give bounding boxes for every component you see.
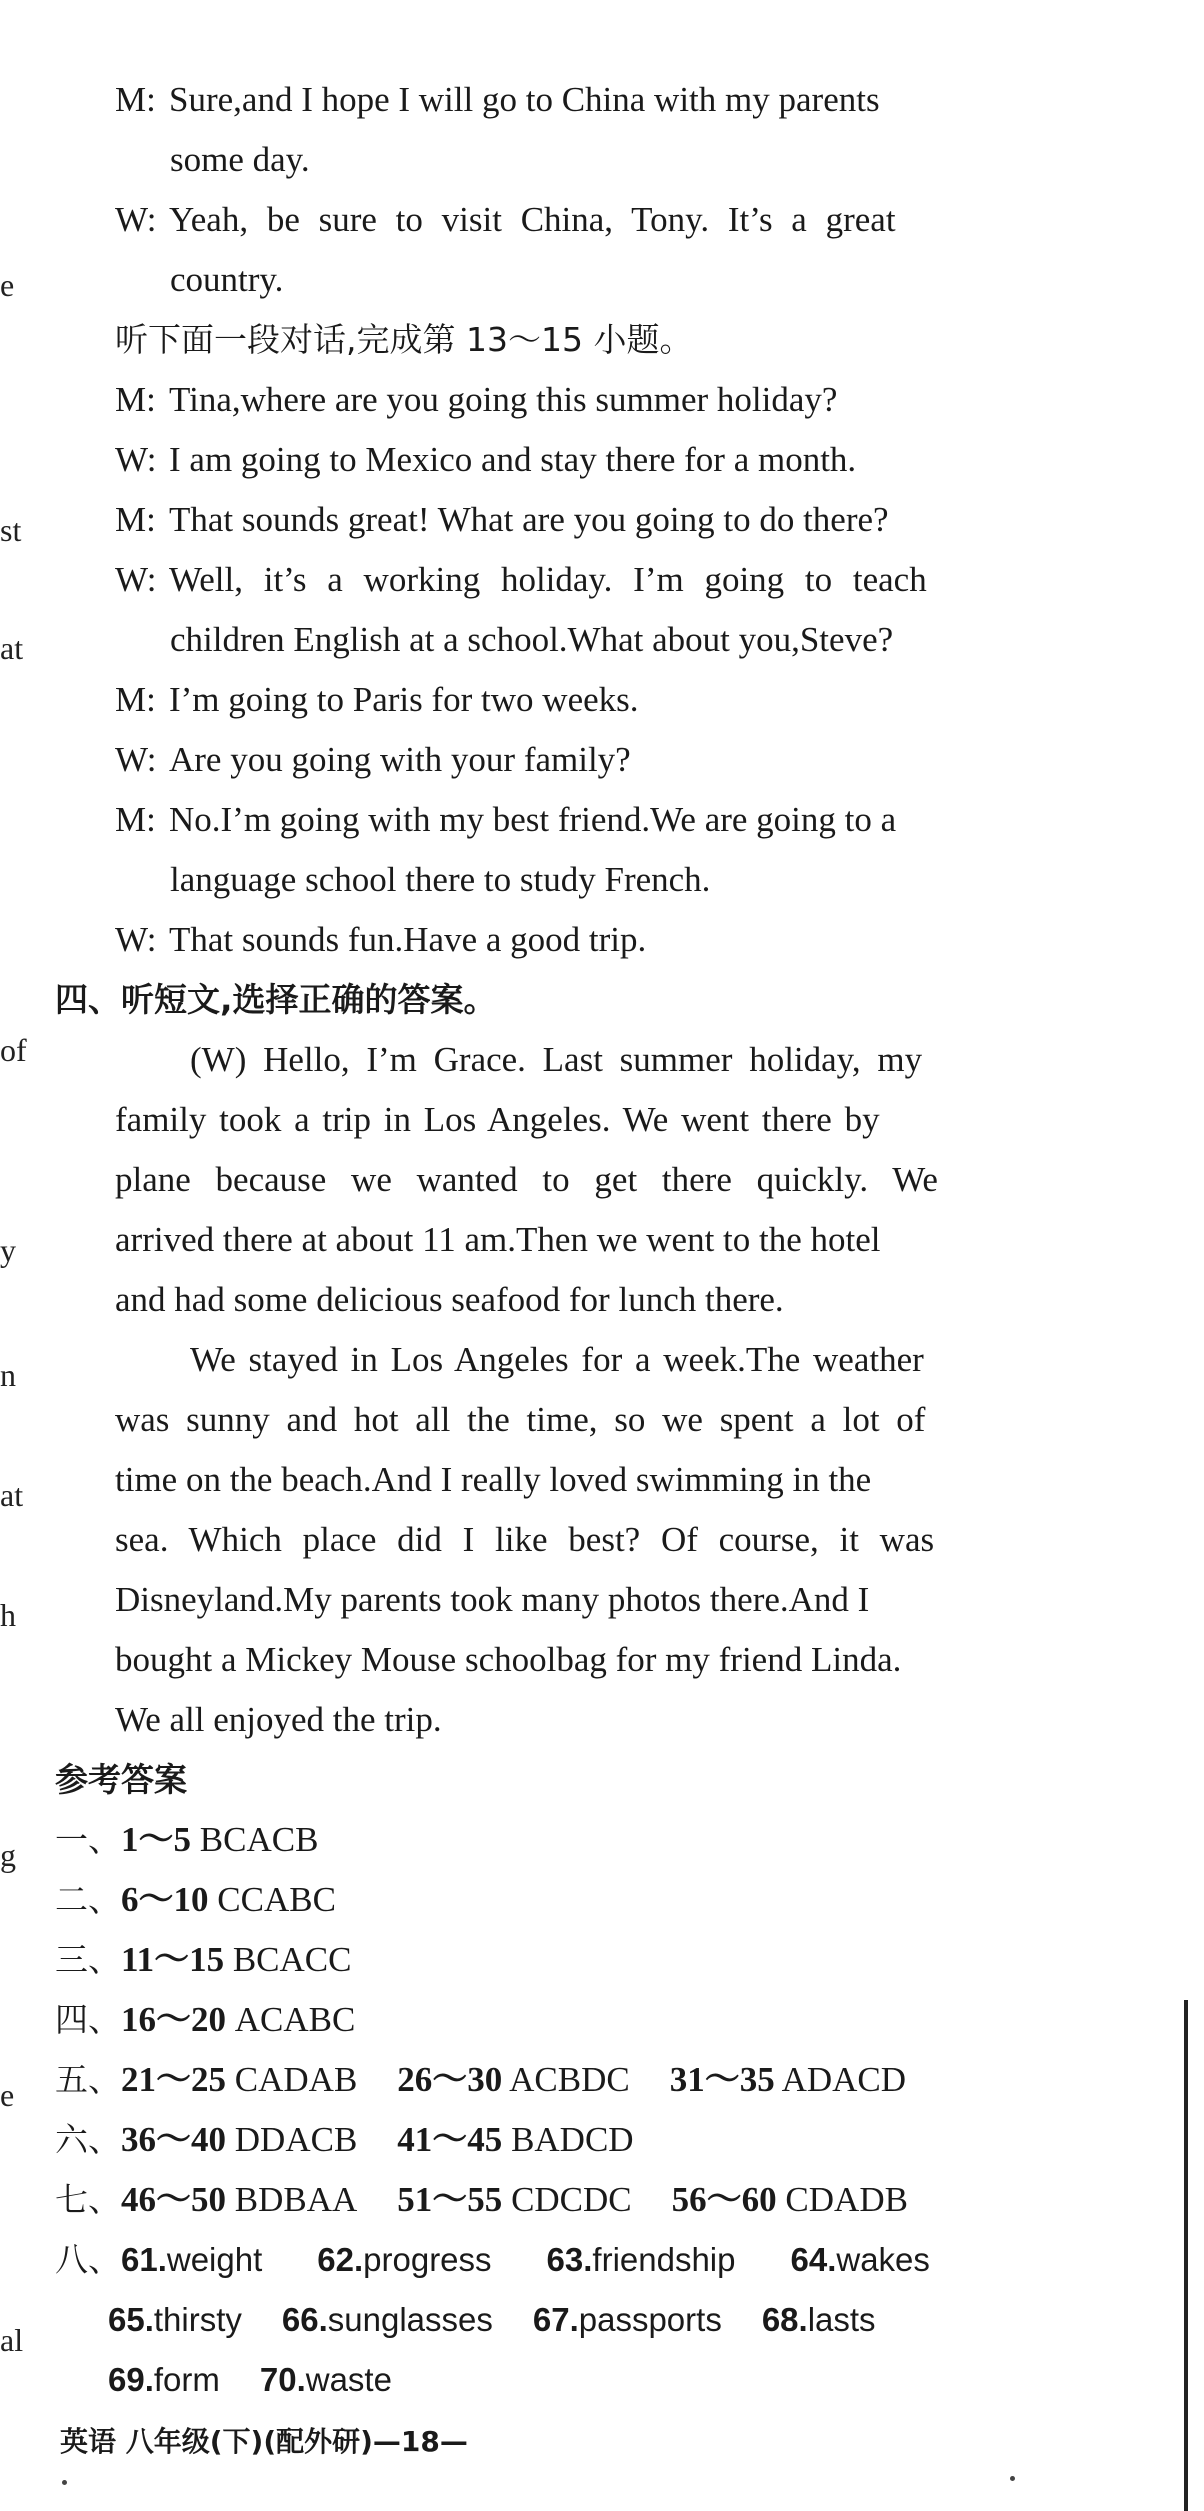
answer-prefix: 四、 bbox=[55, 2000, 121, 2039]
edge-fragment: st bbox=[0, 512, 22, 548]
answer-prefix: 六、 bbox=[55, 2120, 121, 2159]
speck bbox=[62, 2480, 67, 2485]
answer-letters: CCABC bbox=[217, 1880, 336, 1919]
dialogue-line bbox=[115, 680, 639, 720]
answer-row bbox=[55, 1880, 336, 1920]
dialogue-text: No.I’m going with my best friend.We are going to a bbox=[169, 800, 897, 839]
answer-letters: ADACD bbox=[781, 2060, 907, 2099]
page-footer: 英语 八年级(下)(配外研)—18— bbox=[60, 2425, 468, 2458]
dialogue-line bbox=[170, 140, 310, 180]
edge-fragment: al bbox=[0, 2322, 24, 2358]
answer-range: 41～45 bbox=[397, 2120, 503, 2159]
answer-prefix: 一、 bbox=[55, 1820, 121, 1859]
item-word: wakes bbox=[836, 2241, 930, 2278]
answer-row bbox=[55, 2060, 906, 2100]
dialogue-line bbox=[115, 500, 889, 540]
item-number: 69. bbox=[108, 2361, 154, 2398]
answer-range: 1～5 bbox=[121, 1820, 192, 1859]
speaker-label: M: bbox=[115, 800, 156, 839]
dialogue-text: Are you going with your family? bbox=[169, 740, 631, 779]
passage-line: and had some delicious seafood for lunch there. bbox=[115, 1280, 784, 1319]
answer-range: 6～10 bbox=[121, 1880, 209, 1919]
dialogue-text: country. bbox=[170, 260, 284, 299]
edge-fragment: e bbox=[0, 267, 15, 303]
answer-row bbox=[108, 2360, 392, 2400]
dialogue-text: some day. bbox=[170, 140, 310, 179]
speck bbox=[1010, 2476, 1015, 2481]
answer-letters: BCACC bbox=[232, 1940, 352, 1979]
dialogue-line bbox=[115, 440, 856, 480]
speaker-label: W: bbox=[115, 740, 157, 779]
answer-prefix: 八、 bbox=[55, 2240, 121, 2279]
item-word: sunglasses bbox=[327, 2301, 493, 2338]
passage-line: was sunny and hot all the time, so we spent a lot of bbox=[115, 1400, 926, 1439]
passage-line: arrived there at about 11 am.Then we went to the hotel bbox=[115, 1220, 881, 1259]
item-number: 61. bbox=[121, 2241, 167, 2278]
passage-line: bought a Mickey Mouse schoolbag for my friend Linda. bbox=[115, 1640, 902, 1679]
speaker-label: M: bbox=[115, 380, 156, 419]
passage-line: (W) Hello, I’m Grace. Last summer holiday, my bbox=[190, 1040, 923, 1079]
answer-row bbox=[55, 1820, 318, 1860]
item-word: form bbox=[153, 2361, 220, 2398]
answer-range: 56～60 bbox=[671, 2180, 777, 2219]
item-number: 70. bbox=[259, 2361, 306, 2398]
passage-line: family took a trip in Los Angeles. We went there by bbox=[115, 1100, 880, 1139]
answer-prefix: 五、 bbox=[55, 2060, 121, 2099]
answer-range: 16～20 bbox=[121, 2000, 227, 2039]
dialogue-text: Well, it’s a working holiday. I’m going to teach bbox=[169, 560, 927, 599]
dialogue-line bbox=[115, 800, 896, 840]
dialogue-text: language school there to study French. bbox=[170, 860, 711, 899]
answer-row bbox=[55, 2000, 355, 2040]
item-word: passports bbox=[578, 2301, 722, 2338]
answer-letters: BCACB bbox=[199, 1820, 319, 1859]
speaker-label: W: bbox=[115, 560, 157, 599]
speaker-label: W: bbox=[115, 200, 157, 239]
answer-letters: CDCDC bbox=[511, 2180, 632, 2219]
answer-row bbox=[108, 2300, 876, 2340]
item-number: 64. bbox=[790, 2241, 837, 2278]
answer-range: 31～35 bbox=[669, 2060, 775, 2099]
edge-fragment: at bbox=[0, 630, 24, 666]
item-number: 62. bbox=[317, 2241, 364, 2278]
passage-line: We all enjoyed the trip. bbox=[115, 1700, 442, 1739]
answer-prefix: 三、 bbox=[55, 1940, 121, 1979]
passage-line: sea. Which place did I like best? Of course, it was bbox=[115, 1520, 935, 1559]
answer-range: 26～30 bbox=[397, 2060, 503, 2099]
dialogue-text: children English at a school.What about you,Steve? bbox=[170, 620, 894, 659]
section-heading: 四、听短文,选择正确的答案。 bbox=[55, 980, 497, 1019]
answer-row bbox=[55, 1940, 351, 1980]
page-edge-line bbox=[1184, 2000, 1188, 2511]
answer-range: 36～40 bbox=[121, 2120, 227, 2159]
answer-row bbox=[55, 2120, 634, 2160]
answer-row bbox=[55, 2240, 930, 2280]
edge-fragment: of bbox=[0, 1032, 27, 1068]
item-word: progress bbox=[363, 2241, 492, 2278]
dialogue-text: That sounds great! What are you going to do there? bbox=[169, 500, 889, 539]
answers-heading: 参考答案 bbox=[55, 1760, 187, 1799]
passage-line: plane because we wanted to get there quickly. We bbox=[115, 1160, 938, 1199]
edge-fragment: n bbox=[0, 1357, 16, 1393]
answer-range: 11～15 bbox=[121, 1940, 225, 1979]
dialogue-line bbox=[115, 560, 927, 600]
speaker-label: M: bbox=[115, 500, 156, 539]
answer-letters: CADAB bbox=[234, 2060, 358, 2099]
answer-prefix: 二、 bbox=[55, 1880, 121, 1919]
edge-fragment: at bbox=[0, 1477, 24, 1513]
dialogue-text: Sure,and I hope I will go to China with my parents bbox=[169, 80, 880, 119]
speaker-label: W: bbox=[115, 440, 157, 479]
dialogue-text: That sounds fun.Have a good trip. bbox=[169, 920, 647, 959]
dialogue-line bbox=[115, 200, 896, 240]
edge-fragment: g bbox=[0, 1837, 16, 1873]
speaker-label: W: bbox=[115, 920, 157, 959]
edge-fragment: y bbox=[0, 1232, 16, 1268]
answer-letters: DDACB bbox=[234, 2120, 358, 2159]
item-number: 65. bbox=[108, 2301, 154, 2338]
dialogue-text: Tina,where are you going this summer holiday? bbox=[169, 380, 838, 419]
answer-range: 51～55 bbox=[397, 2180, 503, 2219]
dialogue-line bbox=[170, 620, 893, 660]
item-word: friendship bbox=[592, 2241, 736, 2278]
item-word: weight bbox=[166, 2241, 263, 2278]
dialogue-text: I am going to Mexico and stay there for a month. bbox=[169, 440, 857, 479]
item-number: 68. bbox=[761, 2301, 808, 2338]
passage-line: time on the beach.And I really loved swimming in the bbox=[115, 1460, 872, 1499]
passage-line: We stayed in Los Angeles for a week.The weather bbox=[190, 1340, 924, 1379]
passage-line: Disneyland.My parents took many photos there.And I bbox=[115, 1580, 870, 1619]
edge-fragment: h bbox=[0, 1597, 16, 1633]
dialogue-line bbox=[170, 260, 283, 300]
dialogue-line bbox=[115, 380, 837, 420]
item-word: thirsty bbox=[153, 2301, 242, 2338]
answer-row bbox=[55, 2180, 908, 2220]
dialogue-line bbox=[115, 80, 880, 120]
answer-letters: BDBAA bbox=[234, 2180, 358, 2219]
answer-letters: ACABC bbox=[234, 2000, 356, 2039]
item-word: waste bbox=[305, 2361, 392, 2398]
dialogue-text: I’m going to Paris for two weeks. bbox=[169, 680, 639, 719]
dialogue-line bbox=[170, 860, 710, 900]
answer-letters: CDADB bbox=[785, 2180, 908, 2219]
answer-letters: ACBDC bbox=[509, 2060, 630, 2099]
dialogue-text: Yeah, be sure to visit China, Tony. It’s a great bbox=[169, 200, 896, 239]
dialogue-line bbox=[115, 740, 631, 780]
answer-range: 21～25 bbox=[121, 2060, 227, 2099]
edge-fragment: e bbox=[0, 2077, 15, 2113]
item-number: 63. bbox=[546, 2241, 593, 2278]
dialogue-line bbox=[115, 920, 646, 960]
speaker-label: M: bbox=[115, 80, 156, 119]
listening-instruction: 听下面一段对话,完成第 13～15 小题。 bbox=[115, 320, 693, 359]
item-number: 66. bbox=[281, 2301, 328, 2338]
answer-range: 46～50 bbox=[121, 2180, 227, 2219]
speaker-label: M: bbox=[115, 680, 156, 719]
answer-prefix: 七、 bbox=[55, 2180, 121, 2219]
item-word: lasts bbox=[807, 2301, 876, 2338]
answer-letters: BADCD bbox=[511, 2120, 634, 2159]
item-number: 67. bbox=[532, 2301, 579, 2338]
